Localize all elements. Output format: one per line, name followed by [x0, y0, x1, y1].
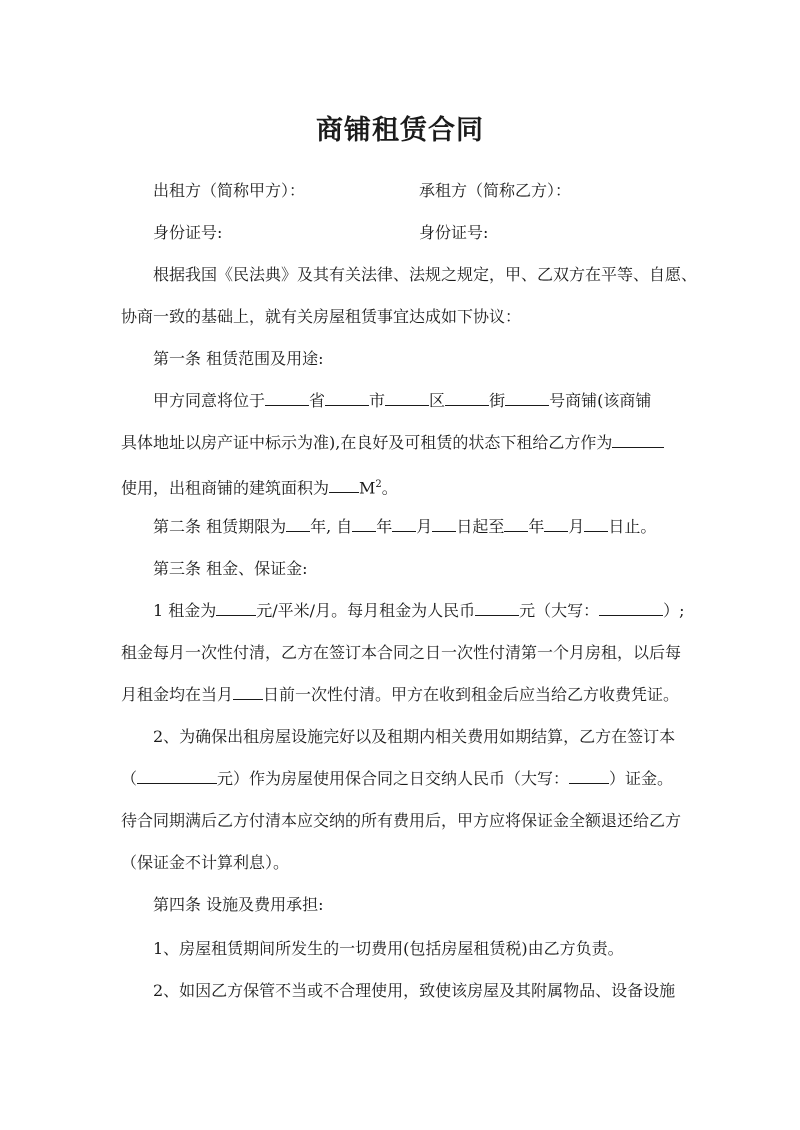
- rent-per-sqm-blank: [216, 601, 256, 616]
- text: 具体地址以房产证中标示为准),在良好及可租赁的状态下租给乙方作为: [121, 433, 613, 452]
- article3-heading: 第三条 租金、保证金:: [153, 559, 308, 578]
- deposit-in-words-blank: [569, 769, 609, 784]
- years-blank: [286, 517, 310, 532]
- intro-line-1: 根据我国《民法典》及其有关法律、法规之规定，甲、乙双方在平等、自愿、: [153, 265, 698, 284]
- article1-line-3: [121, 474, 681, 499]
- text: 月租金均在当月: [121, 685, 234, 704]
- article3-p2-line-4: （保证金不计算利息）。: [121, 853, 290, 872]
- end-year-blank: [504, 517, 528, 532]
- lessor-id-label: 身份证号:: [153, 223, 223, 242]
- text: 年: [376, 517, 393, 536]
- article3-p1-line-1: [153, 600, 685, 622]
- area-blank: [329, 478, 359, 493]
- text: 区: [429, 391, 446, 410]
- article3-p2-line-2: [121, 768, 681, 790]
- district-blank: [385, 391, 429, 406]
- text: 市: [369, 391, 386, 410]
- article4-heading: 第四条 设施及费用承担:: [153, 895, 324, 914]
- article3-p1-line-2: 租金每月一次性付清，乙方在签订本合同之日一次性付清第一个月房租，以后每: [121, 643, 682, 662]
- payment-day-blank: [233, 685, 263, 700]
- article3-p2-line-1: 2、为确保出租房屋设施完好以及租期内相关费用如期结算，乙方在签订本: [153, 727, 676, 746]
- intro-line-2: 协商一致的基础上，就有关房屋租赁事宜达成如下协议：: [121, 307, 522, 326]
- number-blank: [505, 391, 549, 406]
- street-blank: [445, 391, 489, 406]
- lessee-label: 承租方（简称乙方）：: [419, 181, 572, 200]
- document-title: 商铺租赁合同: [316, 115, 484, 146]
- text: 日起至: [456, 517, 505, 536]
- text: ）证金。: [609, 769, 674, 788]
- text: 第二条 租赁期限为: [153, 517, 287, 536]
- article2-line: [153, 516, 681, 538]
- rent-in-words-blank: [599, 601, 663, 616]
- text: 日止。: [608, 517, 657, 536]
- start-month-blank: [392, 517, 416, 532]
- article3-p2-line-3: 待合同期满后乙方付清本应交纳的所有费用后，甲方应将保证金全额退还给乙方: [121, 811, 682, 830]
- article3-p1-line-3: [121, 684, 681, 706]
- end-month-blank: [544, 517, 568, 532]
- text: 甲方同意将位于: [153, 391, 266, 410]
- article4-p1: 1、房屋租赁期间所发生的一切费用(包括房屋租赁税)由乙方负责。: [153, 939, 624, 958]
- start-day-blank: [432, 517, 456, 532]
- lessee-id-label: 身份证号:: [419, 223, 489, 242]
- article4-p2: 2、如因乙方保管不当或不合理使用，致使该房屋及其附属物品、设备设施: [153, 981, 676, 1000]
- text: 年, 自: [310, 517, 353, 536]
- start-year-blank: [352, 517, 376, 532]
- city-blank: [325, 391, 369, 406]
- text: 月: [568, 517, 585, 536]
- article1-line-1: [153, 390, 681, 412]
- text: ）;: [663, 601, 685, 620]
- text: 省: [309, 391, 326, 410]
- superscript: 2: [375, 479, 382, 490]
- end-day-blank: [584, 517, 608, 532]
- province-blank: [265, 391, 309, 406]
- text: 月: [416, 517, 433, 536]
- article1-heading: 第一条 租赁范围及用途:: [153, 349, 324, 368]
- text: 元（大写：: [519, 601, 600, 620]
- lessor-label: 出租方（简称甲方）：: [153, 181, 306, 200]
- usage-blank: [612, 433, 664, 448]
- monthly-rent-blank: [475, 601, 519, 616]
- text: 使用，出租商铺的建筑面积为: [121, 478, 330, 498]
- text: 年: [528, 517, 545, 536]
- text: 。: [381, 478, 398, 498]
- text: 元）作为房屋使用保合同之日交纳人民币（大写：: [217, 769, 570, 788]
- text: 1 租金为: [153, 601, 217, 620]
- text: （: [121, 769, 138, 788]
- deposit-amount-blank: [137, 769, 217, 784]
- article1-line-2: [121, 432, 681, 454]
- text: 号商铺(该商铺: [549, 391, 652, 410]
- text: M: [359, 478, 376, 498]
- text: 元/平米/月。每月租金为人民币: [256, 601, 476, 620]
- text: 街: [489, 391, 506, 410]
- text: 日前一次性付清。甲方在收到租金后应当给乙方收费凭证。: [263, 685, 680, 704]
